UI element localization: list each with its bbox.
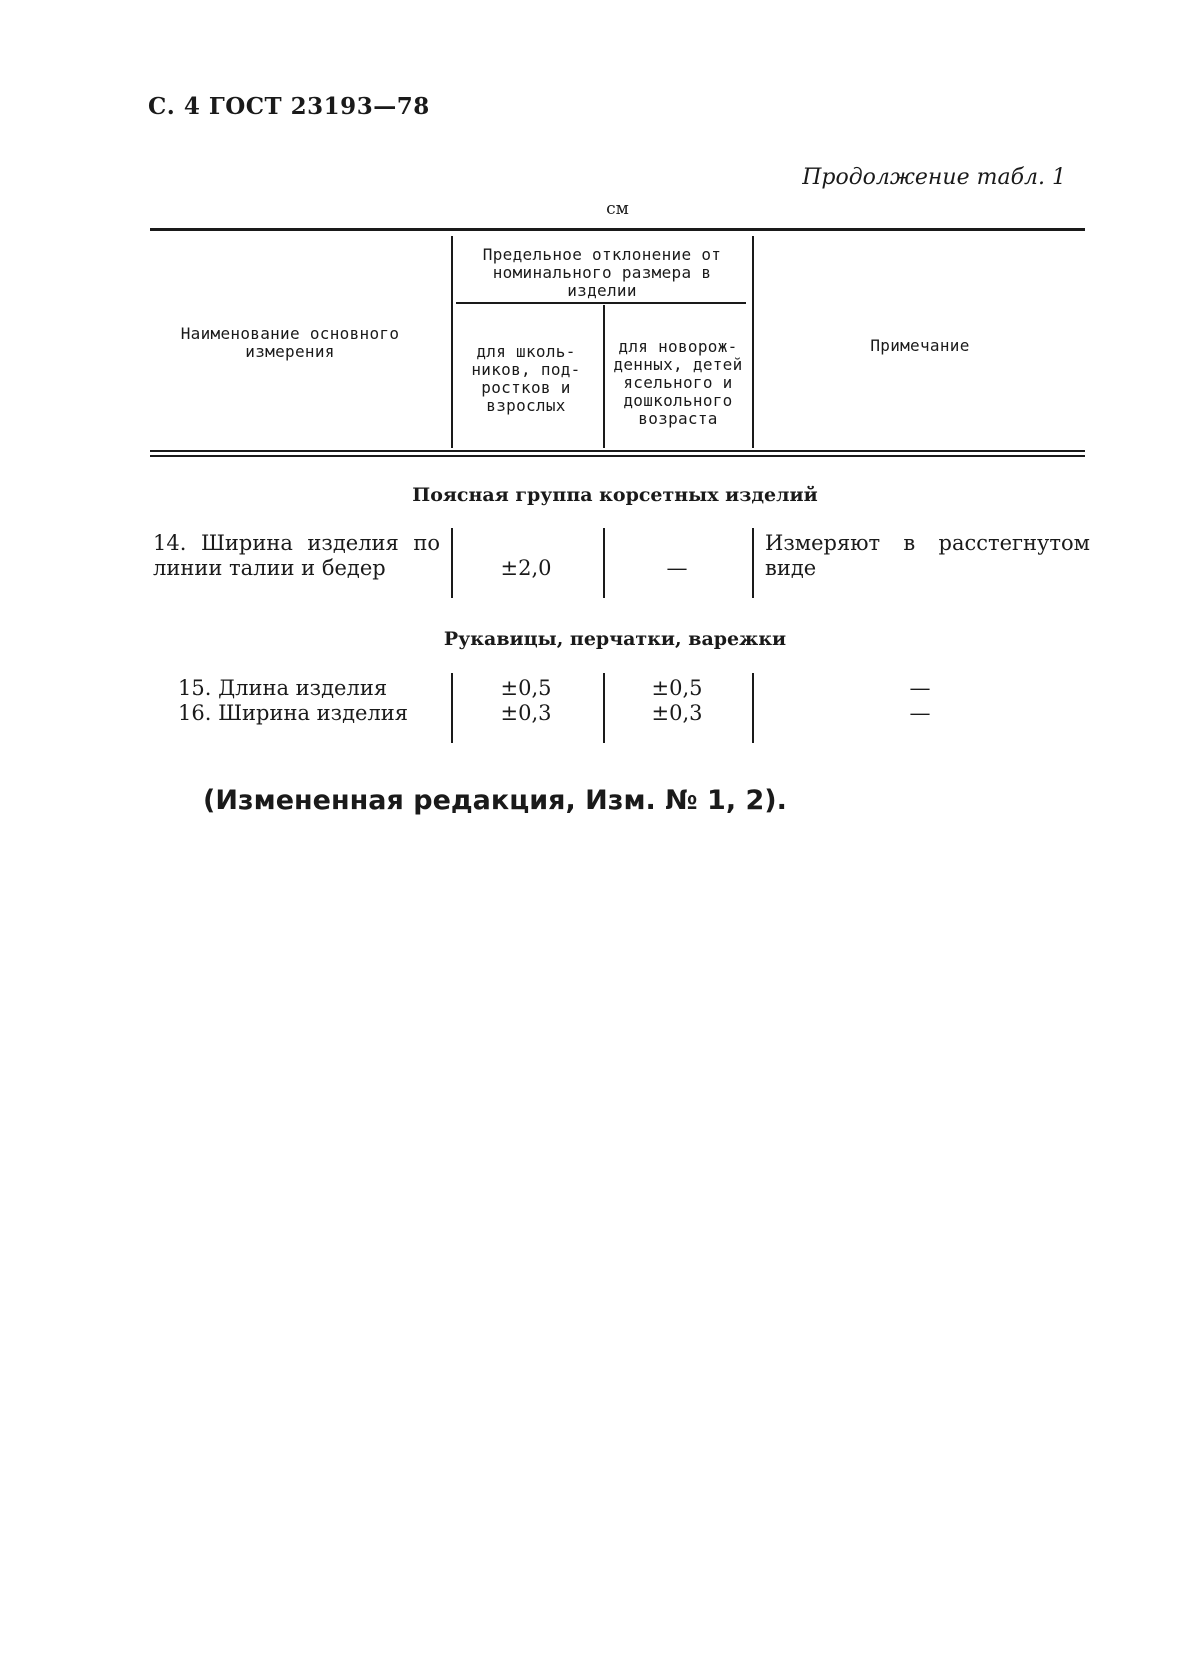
row-14-divider-3 [752, 528, 754, 598]
row-14-note: Измеряют в расстегнутом виде [765, 531, 1090, 580]
table-top-rule [150, 228, 1085, 231]
gloves-divider-3 [752, 673, 754, 743]
gloves-divider-2 [603, 673, 605, 743]
header-divider-3 [603, 305, 605, 448]
row-15-note: — [909, 676, 931, 700]
row-15-infant: ±0,5 [651, 676, 703, 700]
page-header: С. 4 ГОСТ 23193—78 [148, 93, 430, 120]
row-16-note: — [909, 701, 931, 725]
row-14-name: 14. Ширина изделия по линии талии и бедер [153, 531, 440, 580]
row-15-school: ±0,5 [500, 676, 552, 700]
row-14-infant: — [666, 556, 688, 580]
row-16-name: 16. Ширина изделия [178, 701, 409, 725]
section-title-gloves: Рукавицы, перчатки, варежки [443, 628, 787, 650]
row-14-divider-1 [451, 528, 453, 598]
row-16-infant: ±0,3 [651, 701, 703, 725]
row-14-school: ±2,0 [500, 556, 552, 580]
header-col-note: Примечание [870, 336, 970, 355]
subheader-rule [456, 302, 746, 304]
header-col-name: Наименование основного измерения [180, 324, 400, 361]
header-bottom-rule-1 [150, 450, 1085, 452]
header-divider-1 [451, 236, 453, 448]
header-group-title: Предельное отклонение от номинального размера в изделии [482, 245, 722, 300]
header-bottom-rule-2 [150, 455, 1085, 457]
unit-label: см [606, 199, 629, 219]
section-title-belt-group: Поясная группа корсетных изделий [412, 484, 818, 506]
header-sub-school: для школь- ников, под- ростков и взрослых [471, 342, 581, 415]
table-continuation-label: Продолжение табл. 1 [802, 165, 1066, 190]
row-14-divider-2 [603, 528, 605, 598]
amendment-note: (Измененная редакция, Изм. № 1, 2). [203, 785, 787, 816]
header-divider-2 [752, 236, 754, 448]
header-sub-infant: для новорож- денных, детей ясельного и дошкольного возраста [613, 337, 743, 428]
gloves-divider-1 [451, 673, 453, 743]
row-15-name: 15. Длина изделия [178, 676, 388, 700]
row-16-school: ±0,3 [500, 701, 552, 725]
